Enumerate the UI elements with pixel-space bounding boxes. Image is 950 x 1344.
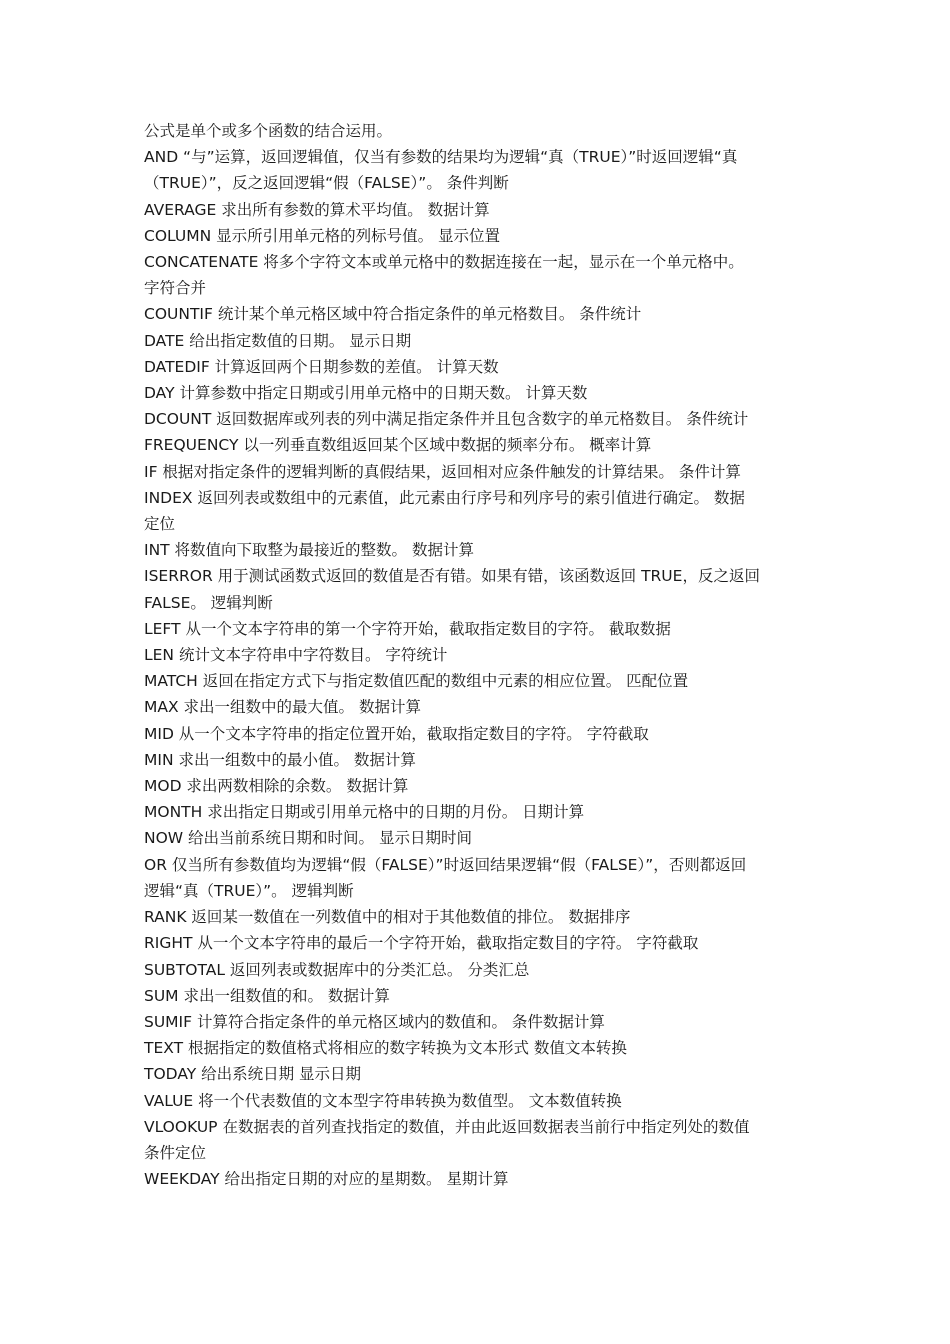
text-line: LEFT 从一个文本字符串的第一个字符开始，截取指定数目的字符。 截取数据	[144, 619, 671, 638]
text-line: DAY 计算参数中指定日期或引用单元格中的日期天数。 计算天数	[144, 384, 588, 403]
text-line: NOW 给出当前系统日期和时间。 显示日期时间	[144, 829, 472, 848]
text-line: 字符合并	[144, 279, 207, 298]
text-line: DATEDIF 计算返回两个日期参数的差值。 计算天数	[144, 357, 499, 376]
text-line: IF 根据对指定条件的逻辑判断的真假结果，返回相对应条件触发的计算结果。 条件计算	[144, 462, 741, 481]
text-line: 条件定位	[144, 1143, 207, 1162]
text-line: DCOUNT 返回数据库或列表的列中满足指定条件并且包含数字的单元格数目。 条件统计	[144, 410, 749, 429]
text-line: RIGHT 从一个文本字符串的最后一个字符开始，截取指定数目的字符。 字符截取	[144, 934, 699, 953]
document-body	[144, 118, 814, 1192]
text-line: RANK 返回某一数值在一列数值中的相对于其他数值的排位。 数据排序	[144, 908, 631, 927]
text-line: FALSE。 逻辑判断	[144, 593, 273, 612]
text-line: AVERAGE 求出所有参数的算术平均值。 数据计算	[144, 200, 490, 219]
text-line: CONCATENATE 将多个字符文本或单元格中的数据连接在一起，显示在一个单元格中。	[144, 253, 744, 272]
text-line: INT 将数值向下取整为最接近的整数。 数据计算	[144, 541, 474, 560]
text-line: AND “与”运算，返回逻辑值，仅当有参数的结果均为逻辑“真（TRUE）”时返回逻辑“真	[144, 148, 738, 167]
text-line: 逻辑“真（TRUE）”。 逻辑判断	[144, 881, 354, 900]
text-line: 定位	[144, 515, 176, 534]
text-line: COUNTIF 统计某个单元格区域中符合指定条件的单元格数目。 条件统计	[144, 305, 642, 324]
text-line: （TRUE）”，反之返回逻辑“假（FALSE）”。 条件判断	[144, 174, 509, 193]
text-line: ISERROR 用于测试函数式返回的数值是否有错。如果有错，该函数返回 TRUE，反之返回	[144, 567, 760, 586]
text-line: SUMIF 计算符合指定条件的单元格区域内的数值和。 条件数据计算	[144, 1012, 605, 1031]
text-line: MID 从一个文本字符串的指定位置开始，截取指定数目的字符。 字符截取	[144, 724, 649, 743]
text-line: OR 仅当所有参数值均为逻辑“假（FALSE）”时返回结果逻辑“假（FALSE）”，否则都返回	[144, 855, 747, 874]
text-line: DATE 给出指定数值的日期。 显示日期	[144, 331, 412, 350]
text-line: COLUMN 显示所引用单元格的列标号值。 显示位置	[144, 226, 501, 245]
text-line: VALUE 将一个代表数值的文本型字符串转换为数值型。 文本数值转换	[144, 1091, 622, 1110]
text-line: SUBTOTAL 返回列表或数据库中的分类汇总。 分类汇总	[144, 960, 530, 979]
text-line: VLOOKUP 在数据表的首列查找指定的数值，并由此返回数据表当前行中指定列处的数值	[144, 1117, 750, 1136]
text-line: LEN 统计文本字符串中字符数目。 字符统计	[144, 646, 448, 665]
text-line: MATCH 返回在指定方式下与指定数值匹配的数组中元素的相应位置。 匹配位置	[144, 672, 689, 691]
text-line: TODAY 给出系统日期 显示日期	[144, 1065, 362, 1084]
text-line: WEEKDAY 给出指定日期的对应的星期数。 星期计算	[144, 1170, 509, 1189]
text-line: MIN 求出一组数中的最小值。 数据计算	[144, 750, 416, 769]
text-line: TEXT 根据指定的数值格式将相应的数字转换为文本形式 数值文本转换	[144, 1039, 627, 1058]
text-line: 公式是单个或多个函数的结合运用。	[144, 122, 393, 140]
text-line: SUM 求出一组数值的和。 数据计算	[144, 986, 390, 1005]
text-line: MONTH 求出指定日期或引用单元格中的日期的月份。 日期计算	[144, 803, 585, 822]
text-line: FREQUENCY 以一列垂直数组返回某个区域中数据的频率分布。 概率计算	[144, 436, 652, 455]
text-line: INDEX 返回列表或数组中的元素值，此元素由行序号和列序号的索引值进行确定。 数据	[144, 488, 745, 507]
text-line: MOD 求出两数相除的余数。 数据计算	[144, 777, 409, 796]
text-line: MAX 求出一组数中的最大值。 数据计算	[144, 698, 421, 717]
